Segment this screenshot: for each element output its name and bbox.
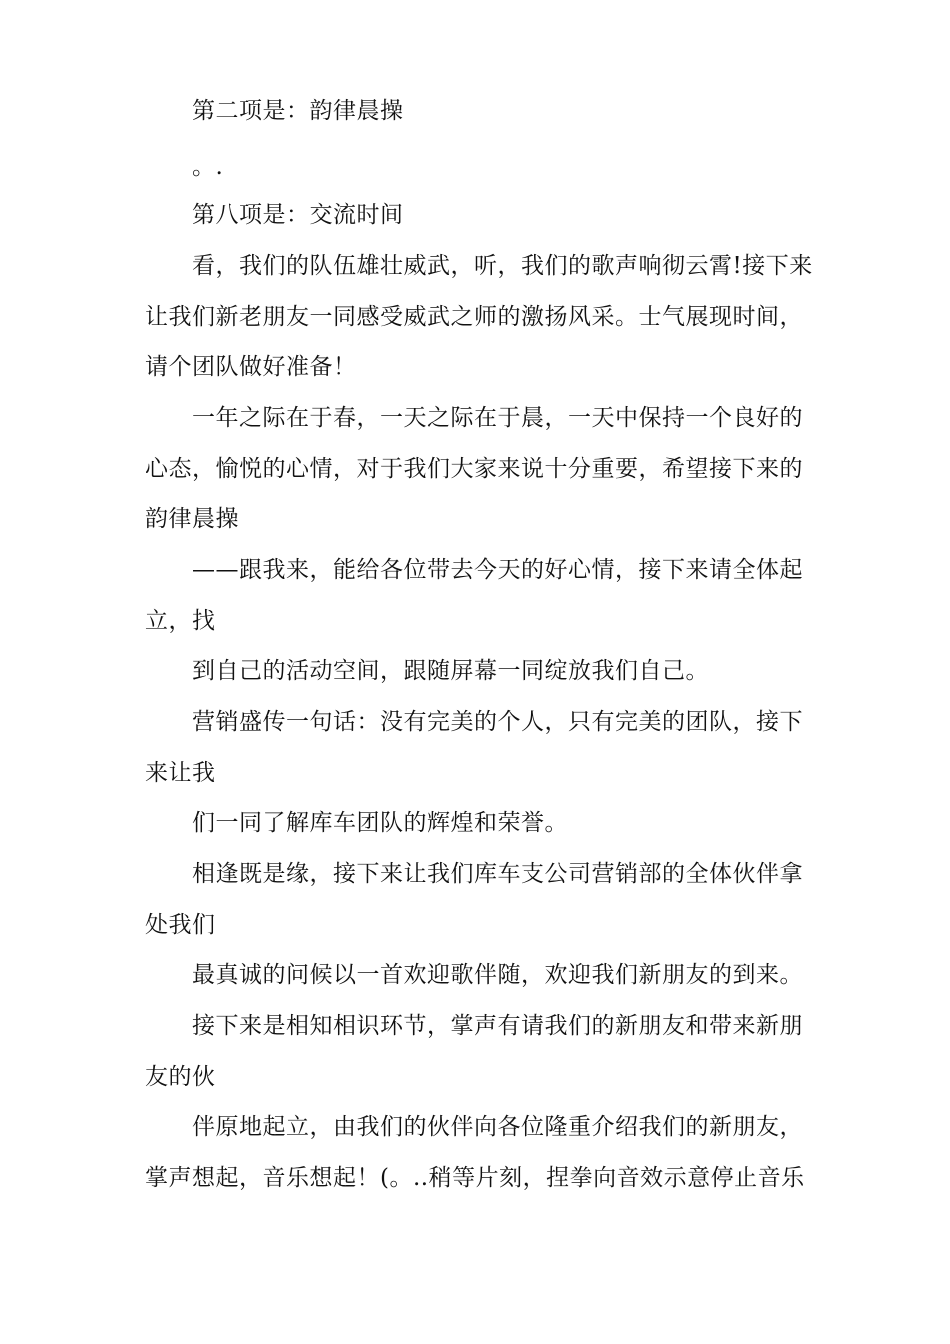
text-line: 掌声想起，音乐想起！(。..稍等片刻，捏拳向音效示意停止音乐 bbox=[145, 1165, 805, 1191]
text-line: 相逢既是缘，接下来让我们库车支公司营销部的全体伙伴拿 bbox=[192, 861, 803, 887]
text-line: 处我们 bbox=[145, 912, 216, 938]
text-line: 让我们新老朋友一同感受威武之师的激扬风采。士气展现时间， bbox=[145, 304, 803, 330]
text-line: 最真诚的问候以一首欢迎歌伴随，欢迎我们新朋友的到来。 bbox=[192, 962, 803, 988]
text-line: 一年之际在于春，一天之际在于晨，一天中保持一个良好的 bbox=[192, 405, 803, 431]
text-line: 来让我 bbox=[145, 760, 216, 786]
text-line: ——跟我来，能给各位带去今天的好心情，接下来请全体起 bbox=[192, 557, 803, 583]
text-line: 。. bbox=[192, 154, 224, 180]
text-line: 立，找 bbox=[145, 608, 216, 634]
text-line: 第二项是：韵律晨操 bbox=[192, 98, 404, 124]
text-line: 接下来是相知相识环节，掌声有请我们的新朋友和带来新朋 bbox=[192, 1013, 803, 1039]
text-line: 请个团队做好准备！ bbox=[145, 354, 357, 380]
text-line: 们一同了解库车团队的辉煌和荣誉。 bbox=[192, 810, 568, 836]
text-line: 心态，愉悦的心情，对于我们大家来说十分重要，希望接下来的 bbox=[145, 456, 803, 482]
text-line: 友的伙 bbox=[145, 1064, 216, 1090]
text-line: 伴原地起立，由我们的伙伴向各位隆重介绍我们的新朋友， bbox=[192, 1114, 803, 1140]
text-line: 第八项是：交流时间 bbox=[192, 202, 404, 228]
text-line: 韵律晨操 bbox=[145, 506, 239, 532]
text-line: 看，我们的队伍雄壮威武，听，我们的歌声响彻云霄!接下来 bbox=[192, 253, 813, 279]
text-line: 到自己的活动空间，跟随屏幕一同绽放我们自己。 bbox=[192, 658, 709, 684]
text-line: 营销盛传一句话：没有完美的个人，只有完美的团队，接下 bbox=[192, 709, 803, 735]
